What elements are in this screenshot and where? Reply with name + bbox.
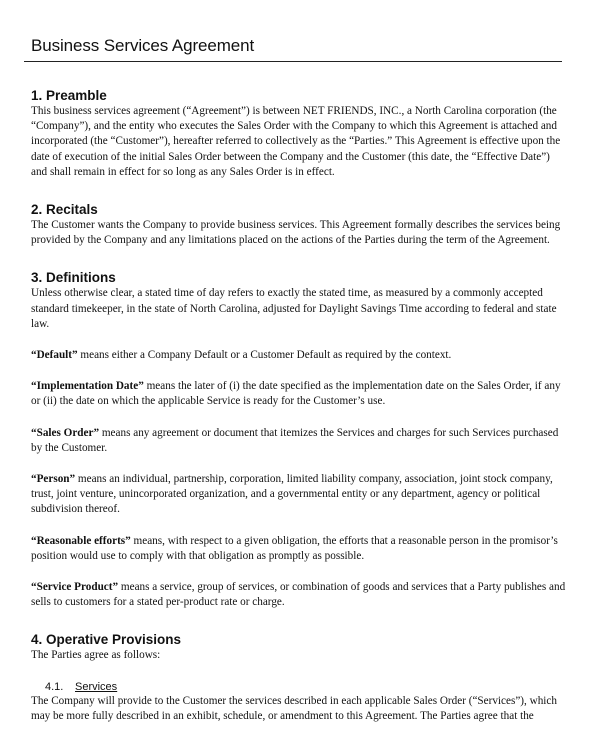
document-body [31,88,566,724]
definition-text: means either a Company Default or a Customer Default as required by the context. [77,349,452,362]
definition-text: means, with respect to a given obligation, the efforts that a reasonable person in the promisor’s position would use to comply with that obligation as promptly as possible. [31,534,558,562]
section-heading-recitals: 2. Recitals [31,202,98,218]
recitals-text: The Customer wants the Company to provide business services. This Agreement formally describes the services being provided by the Company and any limitations placed on the actions of the Parties during the term of the Agreement. [31,219,561,247]
section-definitions [31,270,566,610]
definition-term: “Service Product” [31,581,119,594]
definition-term: “Default” [31,349,78,362]
definition-term: “Reasonable efforts” [31,534,131,547]
section-heading-preamble: 1. Preamble [31,88,107,103]
preamble-text: This business services agreement (“Agreement”) is between NET FRIENDS, INC., a North Carolina corporation (the “Company”), and the entity who executes the Sales Order with the Company to which this Agreement is attached and incorporated (the “Customer”), hereafter referred to collectively as the “Parties.” This Agreement is effective upon the date of execution of the initial Sales Order between the Company and the Customer (this date, the “Effective Date”) and shall remain in effect for so long as any Sales Order is in effect. [31,105,561,178]
definition-term: “Person” [31,473,76,486]
title-divider [24,61,562,62]
definition-person [31,472,566,518]
definition-text: means any agreement or document that itemizes the Services and charges for such Services purchased by the Customer. [31,426,559,454]
operative-intro: The Parties agree as follows: [31,649,161,662]
subsection-number: 4.1. [45,680,64,693]
definition-text: means a service, group of services, or combination of goods and services that a Party publishes and sells to customers for a stated per-product rate or charge. [31,581,566,609]
definition-term: “Implementation Date” [31,380,144,393]
section-preamble [31,88,566,180]
section-heading-operative: 4. Operative Provisions [31,632,182,648]
definitions-intro: Unless otherwise clear, a stated time of day refers to exactly the stated time, as measured by a commonly accepted standard timekeeper, in the state of North Carolina, adjusted for Daylight Savings Time according to federal and state law. [31,287,557,330]
section-operative-provisions [31,632,566,724]
definition-reasonable-efforts [31,534,566,564]
document-title: Business Services Agreement [31,36,255,55]
section-heading-definitions: 3. Definitions [31,270,116,286]
definition-default [31,348,566,363]
definition-text: means an individual, partnership, corporation, limited liability company, association, joint stock company, trust, joint venture, unincorporated organization, and a governmental entity or any department, agency or political subdivision thereof. [31,473,553,516]
subsection-title-services: Services [75,680,118,693]
definition-sales-order [31,426,566,456]
definition-term: “Sales Order” [31,426,100,439]
subsection-heading-services [45,680,566,694]
definition-service-product [31,580,566,610]
definition-implementation-date [31,379,566,409]
section-recitals [31,202,566,248]
definition-text: means the later of (i) the date specified as the implementation date on the Sales Order, if any or (ii) the date on which the applicable Service is ready for the Customer’s use. [31,380,561,408]
services-text: The Company will provide to the Customer the services described in each applicable Sales Order (“Services”), which may be more fully described in an exhibit, schedule, or amendment to this Agreement. The Parties agree that the [31,694,557,722]
